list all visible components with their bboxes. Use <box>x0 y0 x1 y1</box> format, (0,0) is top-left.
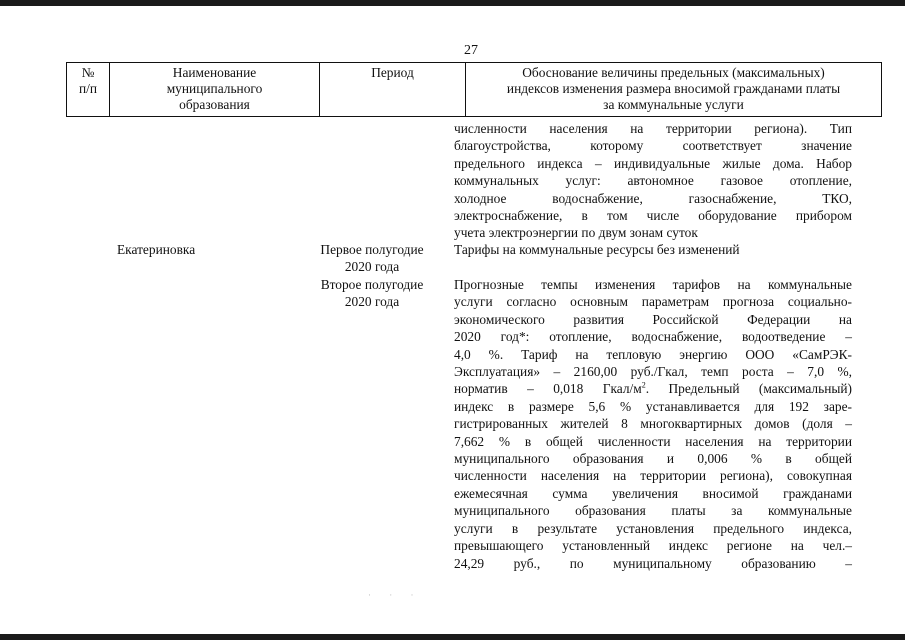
table-header <box>66 62 882 117</box>
tariff-norm-line: норматив – 0,018 Гкал/$м^2$. Предельный (максимальный) <box>454 380 853 397</box>
page-number: 27 <box>464 43 478 58</box>
period-second-half: Второе полугодие 2020 года <box>320 277 424 310</box>
scan-noise: · · · <box>368 590 422 600</box>
period-first-half: Первое полугодие 2020 года <box>320 242 424 275</box>
scan-bottom-border <box>0 634 905 640</box>
header-col-justification: Обоснование величины предельных (максимальных) индексов изменения размера вносимой гражданами платы за коммунальные услуги <box>466 63 882 117</box>
first-half-justification: Тарифы на коммунальные ресурсы без изменений <box>454 242 740 257</box>
scan-top-border <box>0 0 905 6</box>
header-col-number: № п/п <box>67 63 110 117</box>
second-half-justification: Прогнозные темпы изменения тарифов на коммунальные услуги согласно основным параметрам прогноза социально- экономического развития Российской Федерации на 2020 год*: отопление, водоснабжение, водоотведение – 4,0 %. Тариф на тепловую энергию ООО «СамРЭК- Эксплуатация» – 2160,00 руб./Гкал, темп роста – 7,0 %, норматив – 0,018 Гкал/$м^2$. Предельный (максимальный) индекс в размере 5,6 % устанавливается для 192 заре- гистрированных жителей 8 многоквартирных домов (доля – 7,662 % в общей численности населения на территории муниципального образования и 0,006 % в общей численности населения на территории региона), совокупная ежемесячная сумма увеличения вносимой гражданами муниципального образования платы за коммунальные услуги в результате установления предельного индекса, превышающего установленный индекс регионе на чел.– 24,29 руб., по муниципальному образованию – <box>454 277 853 571</box>
header-col-municipality: Наименование муниципального образования <box>110 63 320 117</box>
municipality-name: Екатериновка <box>117 242 196 257</box>
continuation-paragraph: численности населения на территории региона). Тип благоустройства, которому соответствует значение предельного индекса – индивидуальные жилые дома. Набор коммунальных услуг: автономное газовое отопление, холодное водоснабжение, газоснабжение, ТКО, электроснабжение, в том числе оборудование прибором учета электроэнергии по двум зонам суток <box>454 121 852 241</box>
header-col-period: Период <box>320 63 466 117</box>
